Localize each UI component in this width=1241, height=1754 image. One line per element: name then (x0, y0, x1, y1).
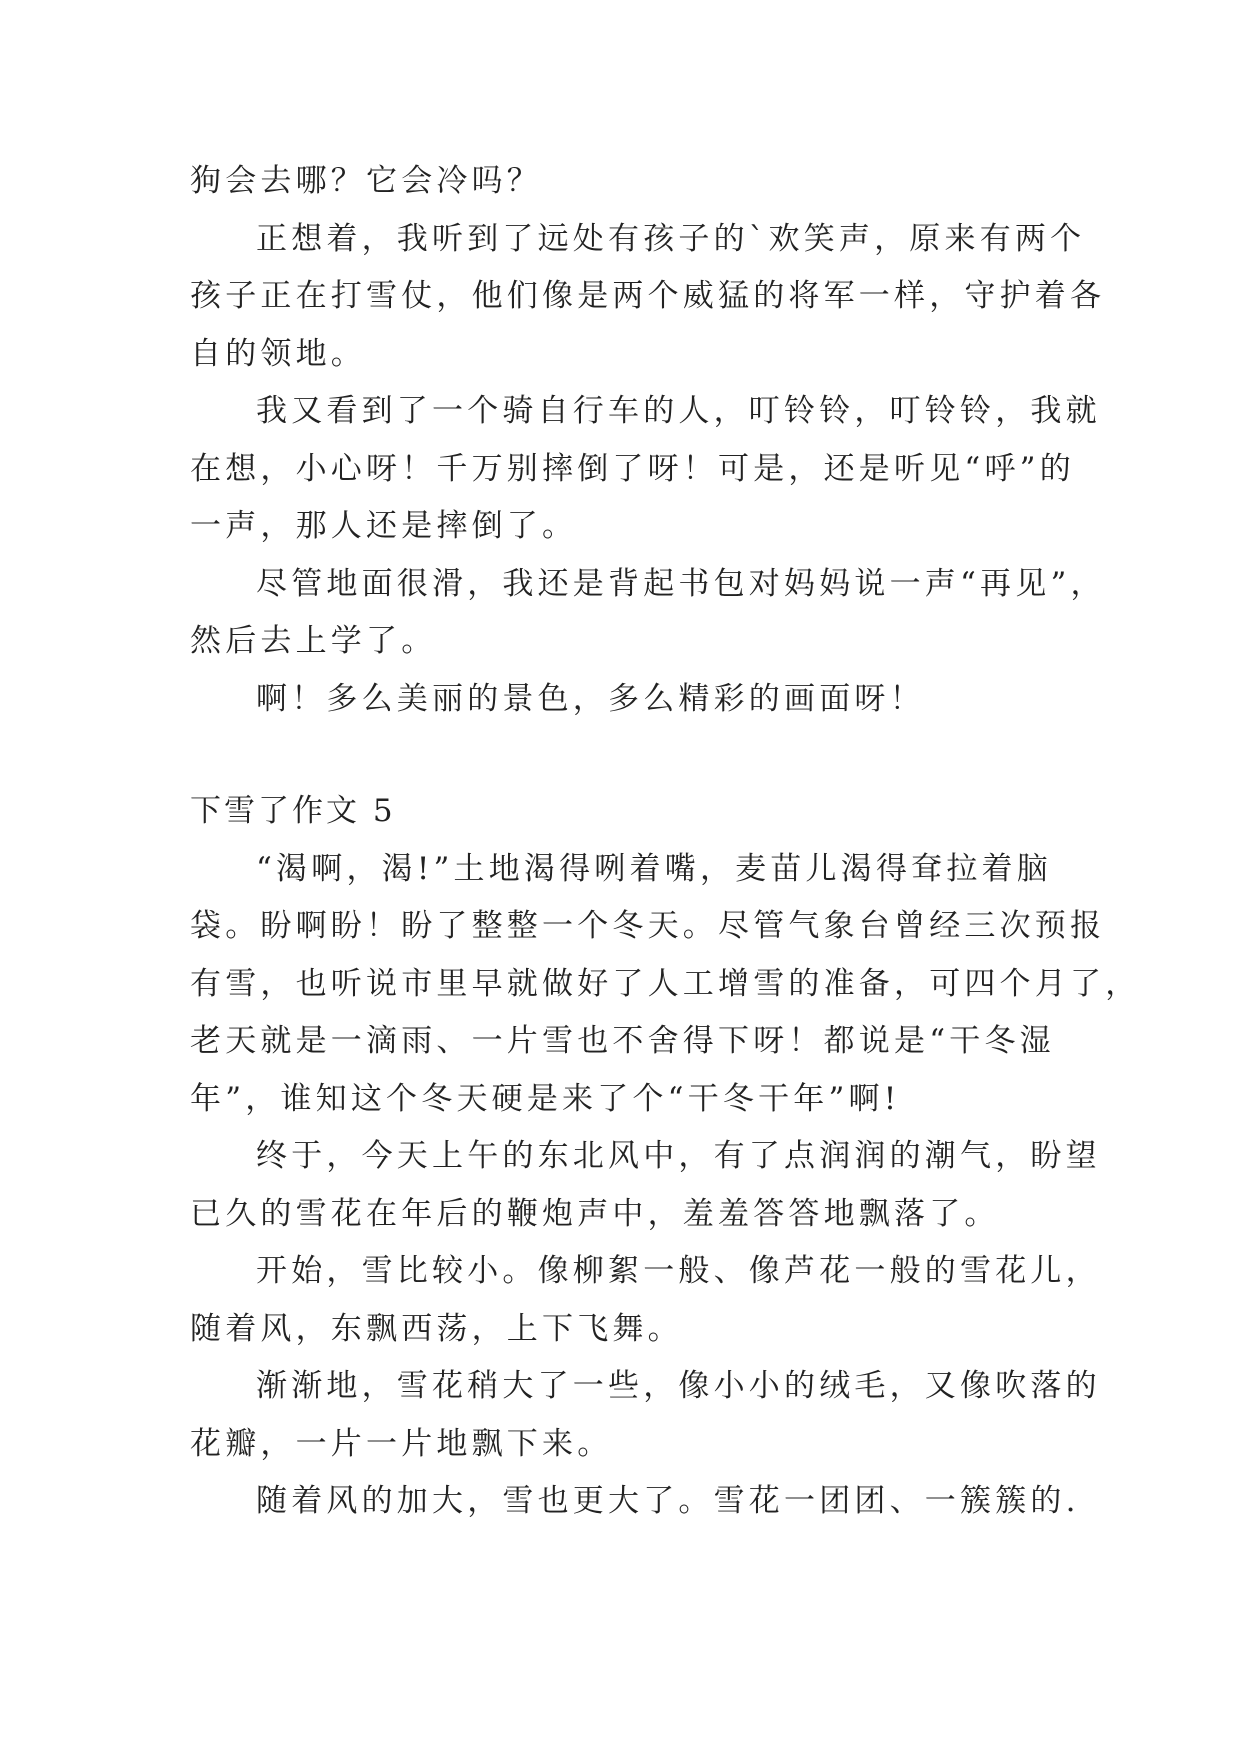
paragraph-start-line: 随着风的加大，雪也更大了。雪花一团团、一簇簇的. (256, 1483, 1080, 1519)
document-body (190, 153, 1141, 1531)
paragraph-start-line: 正想着，我听到了远处有孩子的`欢笑声，原来有两个 (256, 220, 1086, 257)
paragraph-start-line: 开始，雪比较小。像柳絮一般、像芦花一般的雪花儿， (256, 1253, 1101, 1289)
text-line: 花瓣，一片一片地飘下来。 (190, 1425, 613, 1462)
text-line: 年”，谁知这个冬天硬是来了个“干冬干年”啊! (190, 1080, 901, 1117)
paragraph-start-line: “渴啊，渴!”土地渴得咧着嘴，麦苗儿渴得耷拉着脑 (256, 850, 1052, 887)
paragraph-start-line: 尽管地面很滑，我还是背起书包对妈妈说一声“再见”， (256, 565, 1106, 602)
text-line: 在想，小心呀！千万别摔倒了呀！可是，还是听见“呼”的 (190, 450, 1075, 487)
text-line: 然后去上学了。 (190, 623, 437, 659)
text-line: 老天就是一滴雨、一片雪也不舍得下呀！都说是“干冬湿 (190, 1023, 1055, 1059)
paragraph-start-line: 啊！多么美丽的景色，多么精彩的画面呀！ (256, 680, 925, 717)
text-line: 随着风，东飘西荡，上下飞舞。 (190, 1310, 683, 1347)
text-line: 一声，那人还是摔倒了。 (190, 508, 578, 544)
section-spacer (190, 728, 1070, 783)
text-line: 已久的雪花在年后的鞭炮声中，羞羞答答地飘落了。 (190, 1195, 1000, 1232)
text-line: 袋。盼啊盼！盼了整整一个冬天。尽管气象台曾经三次预报 (190, 908, 1106, 944)
text-line: 狗会去哪？它会冷吗？ (190, 163, 542, 199)
paragraph-start-line: 终于，今天上午的东北风中，有了点润润的潮气，盼望 (256, 1138, 1101, 1174)
text-line: 有雪，也听说市里早就做好了人工增雪的准备，可四个月了， (190, 965, 1141, 1002)
paragraph-start-line: 我又看到了一个骑自行车的人，叮铃铃，叮铃铃，我就 (256, 393, 1101, 429)
section-heading: 下雪了作文 5 (190, 793, 396, 829)
text-line: 孩子正在打雪仗，他们像是两个威猛的将军一样，守护着各 (190, 278, 1106, 314)
paragraph-start-line: 渐渐地，雪花稍大了一些，像小小的绒毛，又像吹落的 (256, 1368, 1101, 1404)
text-line: 自的领地。 (190, 335, 366, 372)
